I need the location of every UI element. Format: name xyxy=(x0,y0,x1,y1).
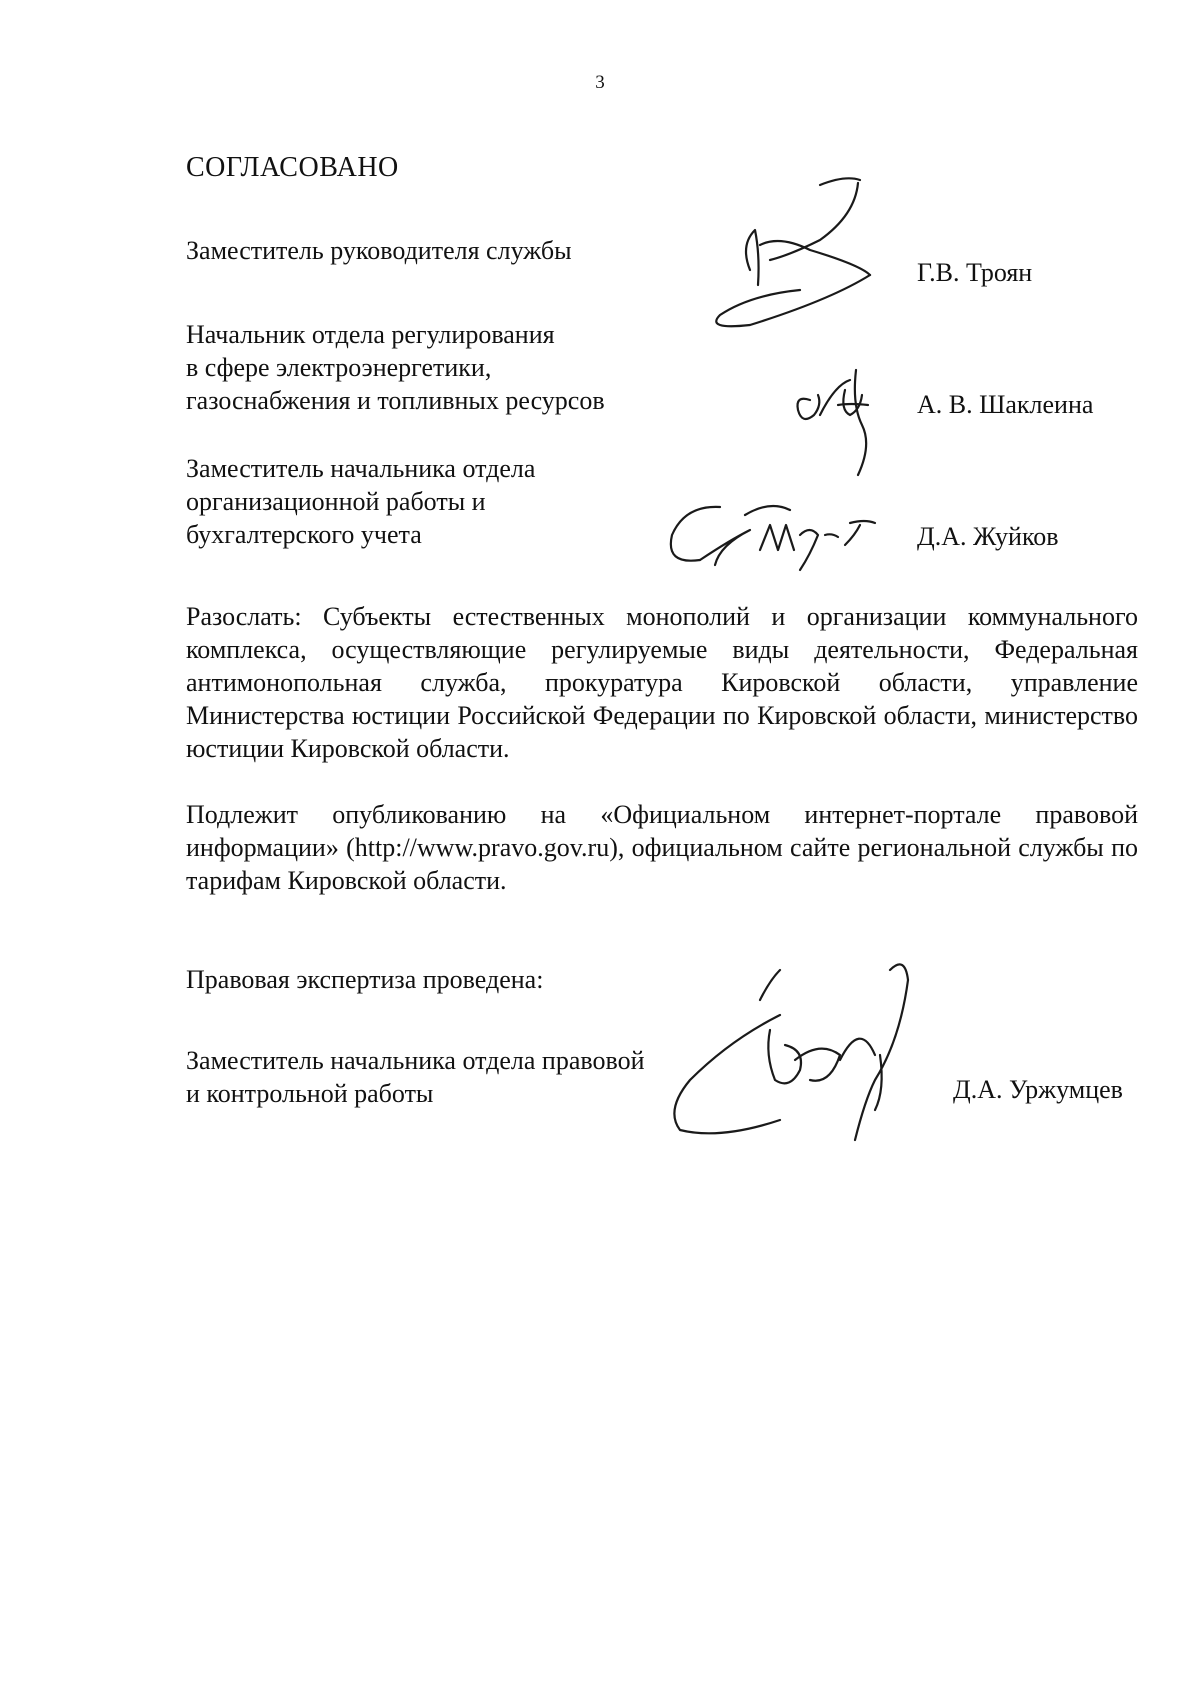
signatory-2-position-line: Начальник отдела регулирования xyxy=(186,320,555,349)
page-number: 3 xyxy=(595,72,605,93)
signatory-2-position xyxy=(186,318,605,417)
publication-paragraph xyxy=(186,798,1138,897)
signatory-2-position-line: газоснабжения и топливных ресурсов xyxy=(186,386,605,415)
signatory-3-position-line: организационной работы и xyxy=(186,487,486,516)
signatory-1-name: Г.В. Троян xyxy=(917,258,1033,287)
legal-review-heading: Правовая экспертиза проведена: xyxy=(186,965,544,994)
signatory-3-position xyxy=(186,452,535,551)
legal-review-position-line: Заместитель начальника отдела правовой xyxy=(186,1046,645,1075)
signature-zhuikov-icon xyxy=(660,495,890,580)
signatory-2-name: А. В. Шаклеина xyxy=(917,390,1094,419)
legal-review-name: Д.А. Уржумцев xyxy=(953,1075,1123,1104)
legal-review-position xyxy=(186,1044,644,1110)
signatory-1-position-line: Заместитель руководителя службы xyxy=(186,236,572,265)
legal-review-position-line: и контрольной работы xyxy=(186,1079,434,1108)
approval-heading: СОГЛАСОВАНО xyxy=(186,152,399,183)
signatory-1-position xyxy=(186,234,572,267)
signatory-3-name: Д.А. Жуйков xyxy=(917,522,1059,551)
signatory-3-position-line: бухгалтерского учета xyxy=(186,520,422,549)
distribution-paragraph xyxy=(186,600,1138,765)
signatory-2-position-line: в сфере электроэнергетики, xyxy=(186,353,492,382)
signature-urzhumtsev-icon xyxy=(660,960,950,1145)
publication-text: Подлежит опубликованию на «Официальном интернет-портале правовой информации» (http://www.pravo.gov.ru), официальном сайте региональной службы по тарифам Кировской области. xyxy=(186,800,1138,895)
signature-troyan-icon xyxy=(710,175,910,335)
signatory-3-position-line: Заместитель начальника отдела xyxy=(186,454,536,483)
distribution-text: Разослать: Субъекты естественных монополий и организации коммунального комплекса, осуществляющие регулируемые виды деятельности, Федеральная антимонопольная служба, прокуратура Кировской области, управление Министерства юстиции Российской Федерации по Кировской области, министерство юстиции Кировской области. xyxy=(186,602,1138,763)
signature-shakleina-icon xyxy=(790,365,900,485)
